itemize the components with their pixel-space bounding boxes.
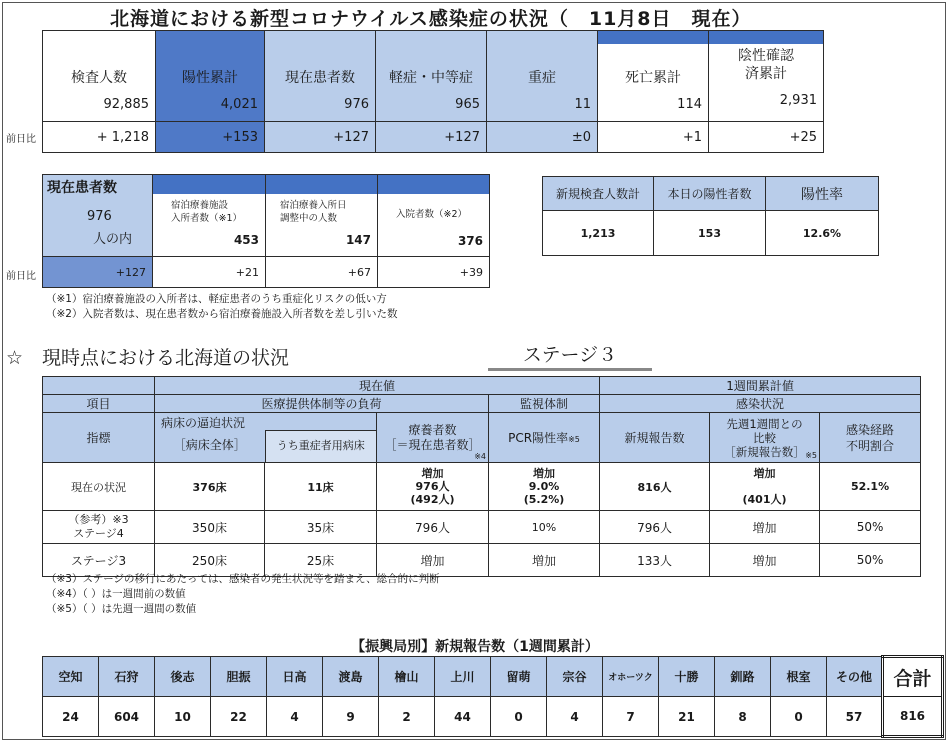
summary-value-positive: 4,021 (220, 97, 258, 112)
summary-value-mild: 965 (455, 97, 480, 112)
stage-header-current-value: 現在値 (155, 377, 600, 395)
regional-name-5: 渡島 (323, 657, 379, 697)
stage-header-bed-pressure: 病床の逼迫状況 (161, 416, 246, 430)
patients-diff-row (43, 257, 490, 288)
stage-header-new: 新規報告数 (600, 413, 710, 463)
summary-diff-row (43, 122, 824, 153)
regional-value-11: 21 (659, 697, 715, 737)
stage-header-patients: 療養者数 ［＝現在患者数］ (384, 422, 481, 452)
patients-diff-label: 前日比 (6, 271, 36, 282)
summary-diff-current: +127 (265, 122, 376, 153)
patients-adjust-header: 宿泊療養入所日 調整中の人数 (280, 200, 347, 224)
stage-header-medical-load: 医療提供体制等の負荷 (155, 395, 489, 413)
daily-value-rate: 12.6% (766, 211, 879, 256)
patients-title: 現在患者数 (47, 180, 117, 196)
daily-header-positive: 本日の陽性者数 (654, 177, 766, 211)
regional-value-6: 2 (379, 697, 435, 737)
stage-header-row-3 (43, 413, 921, 463)
stage-header-compare-cell (710, 413, 820, 463)
summary-row (43, 31, 824, 122)
daily-value-row (543, 211, 879, 256)
regional-name-13: 根室 (771, 657, 827, 697)
stage-header-weekly-total: 1週間累計値 (600, 377, 921, 395)
regional-value-0: 24 (43, 697, 99, 737)
stage-label: ステージ３ (488, 340, 652, 371)
summary-value-negative: 2,931 (779, 93, 817, 108)
notes-patients (46, 292, 397, 322)
regional-name-0: 空知 (43, 657, 99, 697)
regional-value-1: 604 (99, 697, 155, 737)
notes-stage (46, 572, 440, 617)
summary-cell-deaths (598, 31, 709, 122)
stage-row-stage4-pcr: 10% (489, 511, 600, 544)
stage-header-bed-severe: うち重症者用病床 (265, 430, 377, 462)
patients-hotel-header: 宿泊療養施設 入所者数（※1） (171, 200, 243, 224)
regional-value-12: 8 (715, 697, 771, 737)
stage-row-current-compare: 増加 (401人) (710, 463, 820, 511)
summary-diff-label: 前日比 (6, 134, 36, 145)
stage-row-stage3-new: 133人 (600, 544, 710, 577)
patients-adjust-cell (266, 175, 378, 257)
stage-row-current-bed-all: 376床 (155, 463, 265, 511)
stage-header-bed-group (155, 413, 377, 463)
summary-diff-deaths: +1 (598, 122, 709, 153)
patients-hotel-value: 453 (233, 233, 259, 247)
note-5: （※5）（ ）は先週一週間の数値 (46, 603, 197, 615)
regional-value-2: 10 (155, 697, 211, 737)
regional-value-9: 4 (547, 697, 603, 737)
stage-header-pcr: PCR陽性率 (508, 431, 569, 445)
stage-row-stage4 (43, 511, 921, 544)
stage-row-current-patients: 増加 976人 (492人) (377, 463, 489, 511)
note-1: （※1）宿泊療養施設の入所者は、軽症患者のうち重症化リスクの低い方 (46, 293, 387, 305)
patients-hospital-cell (378, 175, 490, 257)
stage-row-stage4-new: 796人 (600, 511, 710, 544)
stage-header-infection: 感染状況 (600, 395, 921, 413)
regional-name-12: 釧路 (715, 657, 771, 697)
summary-diff-negative: +25 (709, 122, 824, 153)
regional-value-8: 0 (491, 697, 547, 737)
summary-diff-tests: + 1,218 (43, 122, 156, 153)
patients-row (43, 175, 490, 257)
summary-header-positive: 陽性累計 (182, 70, 238, 86)
regional-value-14: 57 (827, 697, 883, 737)
summary-header-mild: 軽症・中等症 (389, 70, 473, 86)
summary-header-deaths: 死亡累計 (625, 70, 681, 86)
regional-name-11: 十勝 (659, 657, 715, 697)
stage-table (42, 376, 921, 577)
regional-name-10: オホーツク (603, 657, 659, 697)
patients-hotel-cell (153, 175, 266, 257)
stage-row-stage4-patients: 796人 (377, 511, 489, 544)
stage-row-current-new: 816人 (600, 463, 710, 511)
summary-value-severe: 11 (574, 97, 591, 112)
regional-total-value: 816 (883, 697, 943, 737)
stage-row-current-bed-severe: 11床 (265, 463, 377, 511)
regional-name-6: 檜山 (379, 657, 435, 697)
summary-diff-positive: +153 (156, 122, 265, 153)
regional-value-7: 44 (435, 697, 491, 737)
regional-name-row (43, 657, 943, 697)
patients-hospital-header: 入院者数（※2） (396, 209, 468, 220)
regional-value-10: 7 (603, 697, 659, 737)
stage-row-stage4-compare: 増加 (710, 511, 820, 544)
stage-row-stage4-bed-severe: 35床 (265, 511, 377, 544)
daily-header-tests: 新規検査人数計 (543, 177, 654, 211)
note-4: （※4）（ ）は一週間前の数値 (46, 588, 186, 600)
stage-header-item: 項目 (43, 395, 155, 413)
regional-name-9: 宗谷 (547, 657, 603, 697)
patients-hospital-value: 376 (457, 234, 483, 248)
stage-header-indicator: 指標 (43, 413, 155, 463)
daily-header-rate: 陽性率 (766, 177, 879, 211)
regional-value-3: 22 (211, 697, 267, 737)
patients-diff-adjust: +67 (266, 257, 378, 288)
stage-header-patients-cell (377, 413, 489, 463)
stage-row-stage3-pcr: 増加 (489, 544, 600, 577)
stage-row-stage3-label: ステージ3 (43, 544, 155, 577)
regional-value-4: 4 (267, 697, 323, 737)
stage-header-empty (43, 377, 155, 395)
summary-cell-mild (376, 31, 487, 122)
stage-header-patients-note: ※4 (474, 452, 486, 461)
stage-row-stage4-bed-all: 350床 (155, 511, 265, 544)
stage-section-heading: ☆ 現時点における北海道の状況 (6, 347, 290, 369)
stage-row-stage3-bed-all: 250床 (155, 544, 265, 577)
daily-table (542, 176, 879, 256)
regional-value-5: 9 (323, 697, 379, 737)
summary-cell-negative (709, 31, 824, 122)
regional-name-14: その他 (827, 657, 883, 697)
summary-value-deaths: 114 (677, 97, 702, 112)
stage-header-compare: 先週1週間との 比較 ［新規報告数］ (724, 416, 805, 459)
summary-cell-tests (43, 31, 156, 122)
summary-value-tests: 92,885 (103, 97, 149, 112)
patients-diff-hotel: +21 (153, 257, 266, 288)
stage-header-bed-all: ［病床全体］ (173, 438, 246, 452)
stage-row-stage3-compare: 増加 (710, 544, 820, 577)
stage-header-pcr-note: ※5 (568, 435, 580, 444)
regional-name-2: 後志 (155, 657, 211, 697)
stage-row-stage4-unknown: 50% (820, 511, 921, 544)
stage-row-stage3-patients: 増加 (377, 544, 489, 577)
regional-value-row (43, 697, 943, 737)
regional-value-13: 0 (771, 697, 827, 737)
summary-cell-positive (156, 31, 265, 122)
daily-header-row (543, 177, 879, 211)
stage-header-row-2 (43, 395, 921, 413)
patients-count-suffix: 人の内 (93, 232, 133, 247)
summary-value-current: 976 (344, 97, 369, 112)
daily-value-tests: 1,213 (543, 211, 654, 256)
stage-header-pcr-cell (489, 413, 600, 463)
summary-header-negative: 陰性確認 済累計 (738, 48, 794, 82)
regional-name-7: 上川 (435, 657, 491, 697)
stage-row-stage4-label: （参考）※3 ステージ4 (43, 511, 155, 544)
patients-diff-count: +127 (43, 257, 153, 288)
summary-header-tests: 検査人数 (71, 70, 127, 86)
regional-name-8: 留萌 (491, 657, 547, 697)
patients-diff-hospital: +39 (378, 257, 490, 288)
regional-name-4: 日高 (267, 657, 323, 697)
stage-row-current-pcr: 増加 9.0% (5.2%) (489, 463, 600, 511)
regional-title: 【振興局別】新規報告数（1週間累計） (351, 639, 599, 655)
patients-count-cell (43, 175, 153, 257)
regional-table (42, 655, 944, 738)
stage-header-compare-note: ※5 (805, 451, 818, 460)
note-3: （※3）ステージの移行にあたっては、感染者の発生状況等を踏まえ、総合的に判断 (46, 573, 440, 585)
regional-name-3: 胆振 (211, 657, 267, 697)
summary-diff-severe: ±0 (487, 122, 598, 153)
stage-row-stage3-bed-severe: 25床 (265, 544, 377, 577)
summary-header-severe: 重症 (528, 70, 556, 86)
stage-row-current-label: 現在の状況 (43, 463, 155, 511)
note-2: （※2）入院者数は、現在患者数から宿泊療養施設入所者数を差し引いた数 (46, 308, 398, 320)
stage-header-row-1 (43, 377, 921, 395)
stage-row-stage3-unknown: 50% (820, 544, 921, 577)
summary-header-current: 現在患者数 (285, 70, 355, 86)
summary-diff-mild: +127 (376, 122, 487, 153)
summary-cell-severe (487, 31, 598, 122)
stage-header-unknown: 感染経路 不明割合 (820, 413, 921, 463)
regional-total-label: 合計 (883, 657, 943, 697)
summary-cell-current (265, 31, 376, 122)
patients-adjust-value: 147 (345, 233, 371, 247)
stage-row-current-unknown: 52.1% (820, 463, 921, 511)
regional-name-1: 石狩 (99, 657, 155, 697)
patients-count: 976 (87, 209, 112, 224)
stage-row-current (43, 463, 921, 511)
stage-header-monitoring: 監視体制 (489, 395, 600, 413)
page-title: 北海道における新型コロナウイルス感染症の状況（ 11月8日 現在） (110, 8, 752, 30)
daily-value-positive: 153 (654, 211, 766, 256)
